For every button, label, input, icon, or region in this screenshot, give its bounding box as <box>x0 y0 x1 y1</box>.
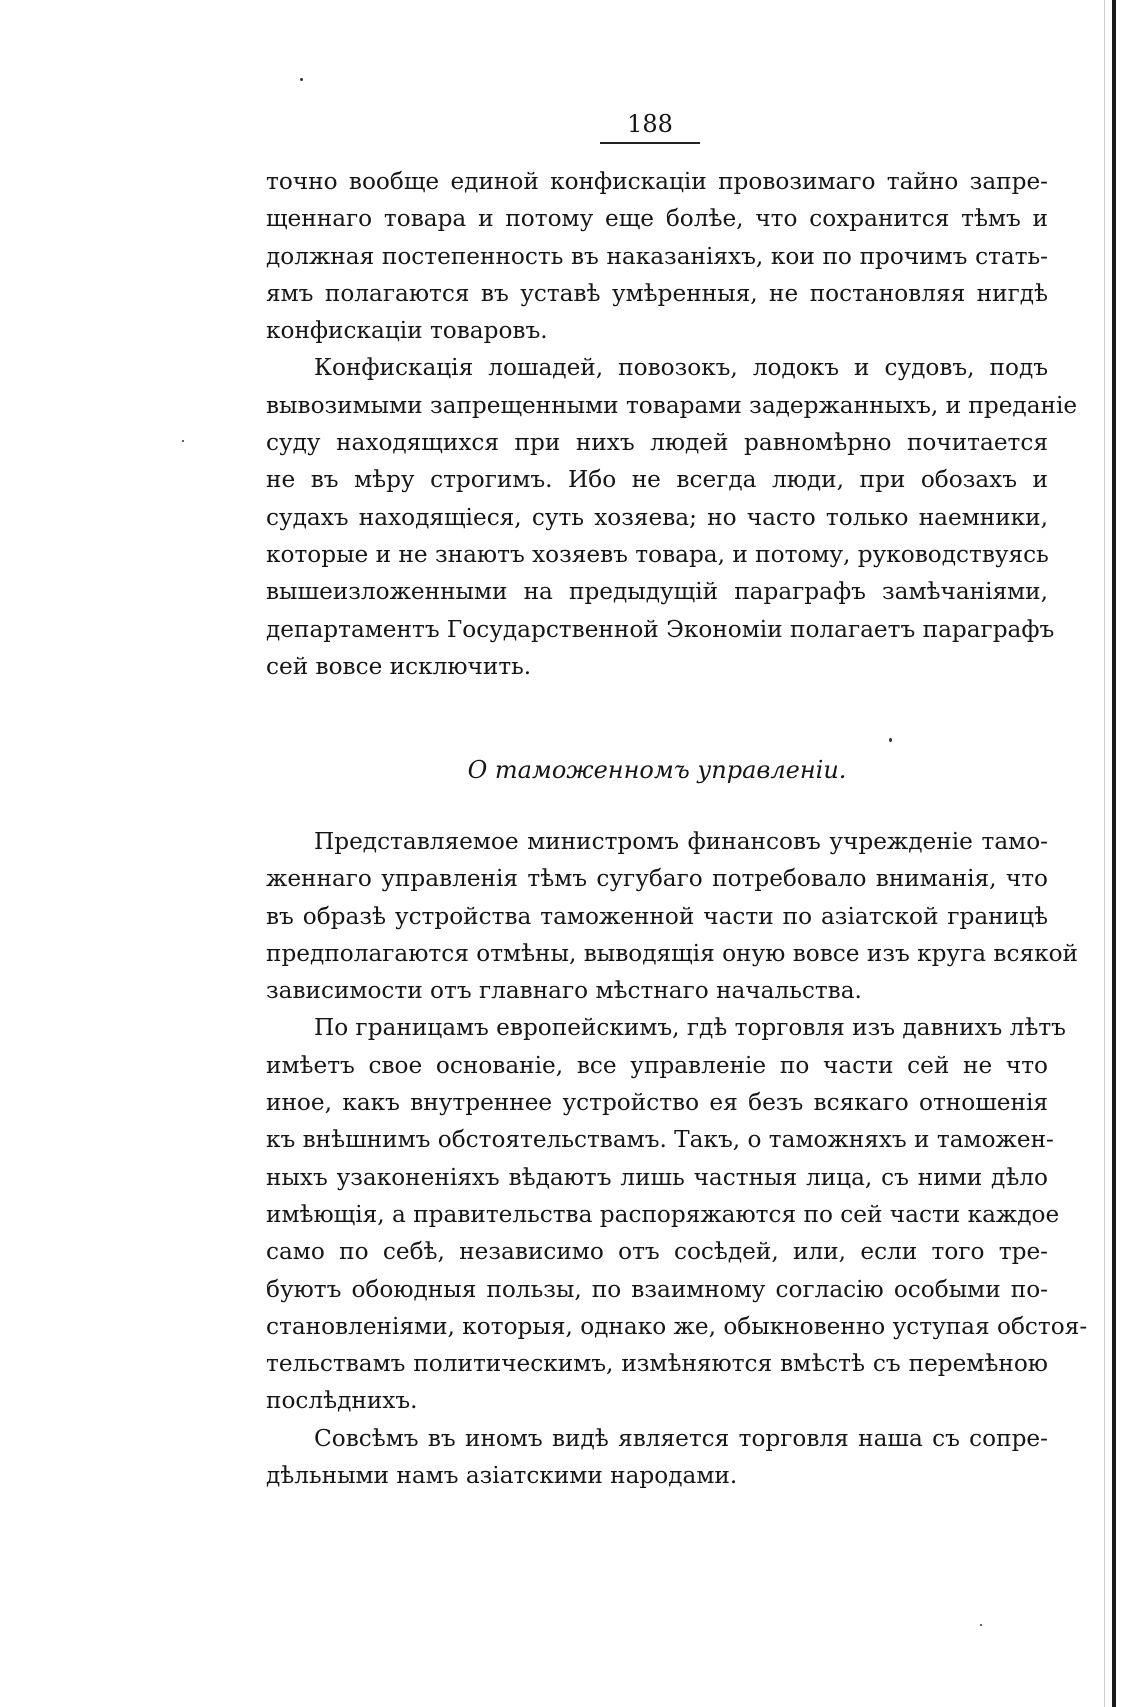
text-line: тельствамъ политическимъ, измѣняются вмѣстѣ съ перемѣною <box>266 1350 1048 1378</box>
page-edge <box>1112 0 1116 1707</box>
text-line: конфискаціи товаровъ. <box>266 317 548 345</box>
text-line: къ внѣшнимъ обстоятельствамъ. Такъ, о таможняхъ и таможен- <box>266 1126 1054 1154</box>
text-line: По границамъ европейскимъ, гдѣ торговля изъ давнихъ лѣтъ <box>314 1014 1066 1042</box>
text-line: женнаго управленія тѣмъ сугубаго потребовало вниманія, что <box>266 865 1048 893</box>
page-gutter-shadow <box>1104 0 1105 1707</box>
body-text-top <box>266 163 1078 685</box>
text-line: становленіями, которыя, однако же, обыкновенно уступая обстоя- <box>266 1312 1088 1340</box>
text-line: ныхъ узаконеніяхъ вѣдаютъ лишь частныя лица, съ ними дѣло <box>266 1163 1048 1191</box>
text-line: щеннаго товара и потому еще болѣе, что сохранится тѣмъ и <box>266 205 1048 233</box>
scan-speck <box>889 738 892 742</box>
scan-speck <box>182 440 184 442</box>
text-line: Совсѣмъ въ иномъ видѣ является торговля наша съ сопре- <box>314 1424 1048 1452</box>
text-line: которые и не знаютъ хозяевъ товара, и потому, руководствуясь <box>266 540 1049 568</box>
text-line: Представляемое министромъ финансовъ учрежденіе тамо- <box>314 828 1048 855</box>
section-heading: О таможенномъ управленіи. <box>467 756 847 784</box>
text-line: должная постепенность въ наказаніяхъ, кои по прочимъ стать- <box>266 242 1048 270</box>
scan-speck <box>980 1624 982 1626</box>
text-line: послѣднихъ. <box>266 1387 418 1415</box>
body-text-bottom <box>266 823 1088 1494</box>
text-line: точно вообще единой конфискаціи провозимаго тайно запре- <box>266 168 1048 195</box>
text-line: не въ мѣру строгимъ. Ибо не всегда люди, при обозахъ и <box>266 466 1048 494</box>
page-number: 188 <box>600 110 700 144</box>
text-line: имѣетъ свое основаніе, все управленіе по части сей не что <box>266 1051 1048 1079</box>
text-line: буютъ обоюдныя пользы, по взаимному согласію особыми по- <box>266 1275 1048 1303</box>
text-line: имѣющія, а правительства распоряжаются по сей части каждое <box>266 1200 1060 1228</box>
text-line: иное, какъ внутреннее устройство ея безъ всякаго отношенія <box>266 1089 1048 1117</box>
text-line: судахъ находящіеся, суть хозяева; но часто только наемники, <box>266 503 1048 531</box>
text-line: суду находящихся при нихъ людей равномѣрно почитается <box>266 429 1048 457</box>
text-line: вышеизложенными на предыдущій параграфъ замѣчаніями, <box>266 578 1048 606</box>
text-line: департаментъ Государственной Экономіи полагаетъ параграфъ <box>266 615 1055 643</box>
text-line: въ образѣ устройства таможенной части по азіатской границѣ <box>266 902 1048 930</box>
text-line: Конфискація лошадей, повозокъ, лодокъ и судовъ, подъ <box>314 354 1048 382</box>
text-line: дѣльными намъ азіатскими народами. <box>266 1462 738 1490</box>
text-line: ямъ полагаются въ уставѣ умѣренныя, не постановляя нигдѣ <box>266 279 1048 307</box>
text-line: само по себѣ, независимо отъ сосѣдей, или, если того тре- <box>266 1238 1048 1266</box>
text-line: вывозимыми запрещенными товарами задержанныхъ, и преданіе <box>266 391 1078 419</box>
scan-speck <box>300 78 303 81</box>
text-line: предполагаются отмѣны, выводящія оную вовсе изъ круга всякой <box>266 939 1078 967</box>
text-line: сей вовсе исключить. <box>266 652 532 680</box>
text-line: зависимости отъ главнаго мѣстнаго начальства. <box>266 977 862 1005</box>
